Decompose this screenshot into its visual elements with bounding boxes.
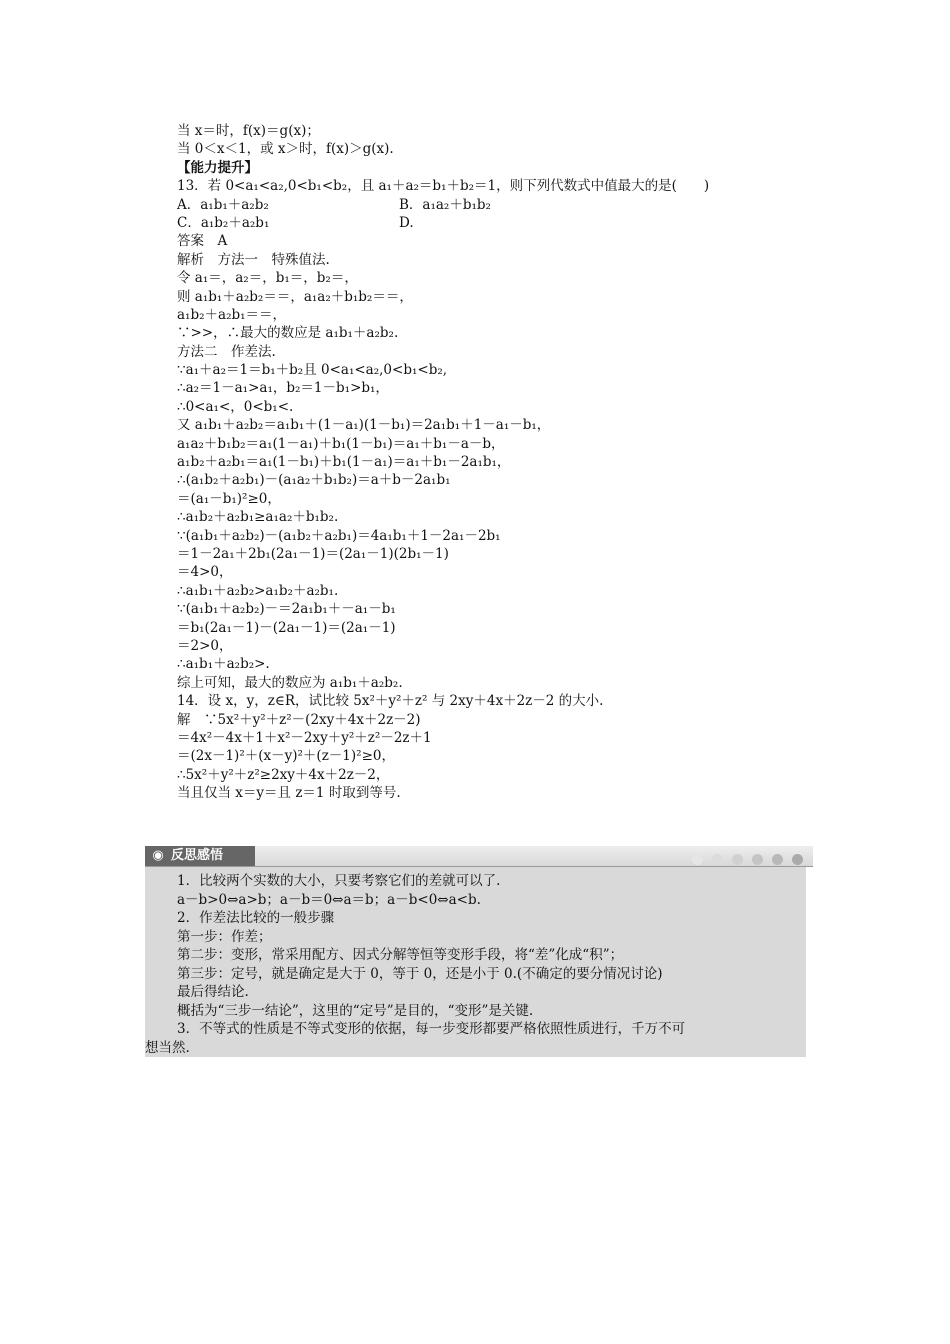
reflect-box <box>145 867 806 1057</box>
reflect-text <box>145 872 806 1057</box>
dot-icon <box>712 854 723 865</box>
option-c: C．a₁b₂＋a₂b₁ <box>177 214 270 231</box>
dot-icon <box>692 854 703 865</box>
reflect-line: 第一步：作差； <box>177 928 272 945</box>
solution-line: 解 ∵5x²＋y²＋z²－(2xy＋4x＋2z－2) <box>177 711 421 728</box>
solution-line: 则 a₁b₁＋a₂b₂＝＝，a₁a₂＋b₁b₂＝＝， <box>177 288 413 305</box>
section-title: 【能力提升】 <box>177 159 258 176</box>
solution-line: ∵(a₁b₁＋a₂b₂)－(a₁b₂＋a₂b₁)＝4a₁b₁＋1－2a₁－2b₁ <box>177 527 501 544</box>
solution-line: 当且仅当 x＝y＝且 z＝1 时取到等号. <box>177 785 401 802</box>
reflect-header <box>145 846 813 867</box>
solution-line: ∴5x²＋y²＋z²≥2xy＋4x＋2z－2， <box>177 766 390 783</box>
solution-content <box>177 122 817 802</box>
option-a: A．a₁b₁＋a₂b₂ <box>177 196 269 213</box>
solution-line: ＝2>0， <box>177 637 233 654</box>
solution-line: ＝1－2a₁＋2b₁(2a₁－1)＝(2a₁－1)(2b₁－1) <box>177 545 449 562</box>
solution-line: ∴a₁b₁＋a₂b₂>a₁b₂＋a₂b₁. <box>177 582 339 599</box>
solution-line: ∴a₁b₂＋a₂b₁≥a₁a₂＋b₁b₂. <box>177 509 339 526</box>
reflect-line: 第二步：变形，常采用配方、因式分解等恒等变形手段，将“差”化成“积”； <box>177 947 624 963</box>
solution-line: ∴0<a₁<，0<b₁<. <box>177 398 294 415</box>
options-row-1 <box>177 196 817 214</box>
decorative-dots <box>683 850 803 862</box>
solution-line: 14．设 x，y，z∈R，试比较 5x²＋y²＋z² 与 2xy＋4x＋2z－2 的大小. <box>177 693 604 710</box>
solution-line: ∴a₂＝1－a₁>a₁，b₂＝1－b₁>b₁， <box>177 380 389 397</box>
reflect-line: 1．比较两个实数的大小，只要考察它们的差就可以了. <box>177 873 501 889</box>
solution-line: 综上可知，最大的数应为 a₁b₁＋a₂b₂. <box>177 674 403 691</box>
solution-line: ∵(a₁b₁＋a₂b₂)－＝2a₁b₁＋－a₁－b₁ <box>177 601 396 618</box>
solution-line: a₁a₂＋b₁b₂＝a₁(1－a₁)＋b₁(1－b₁)＝a₁＋b₁－a－b， <box>177 435 505 452</box>
text-line: 当 x＝时，f(x)＝g(x)； <box>177 123 320 139</box>
option-d: D. <box>399 214 414 231</box>
solution-line: ＝(a₁－b₁)²≥0， <box>177 490 281 507</box>
solution-line: 又 a₁b₁＋a₂b₂＝a₁b₁＋(1－a₁)(1－b₁)＝2a₁b₁＋1－a₁－b₁， <box>177 417 551 434</box>
reflect-tab <box>145 846 255 866</box>
target-icon: ◉ <box>152 848 164 863</box>
reflect-line: a－b>0⇔a>b；a－b＝0⇔a＝b；a－b<0⇔a<b. <box>177 891 481 908</box>
dot-icon <box>772 854 783 865</box>
option-b: B．a₁a₂＋b₁b₂ <box>399 196 491 213</box>
solution-line: ∵a₁＋a₂＝1＝b₁＋b₂且 0<a₁<a₂,0<b₁<b₂, <box>177 362 448 379</box>
solution-line: ＝4x²－4x＋1＋x²－2xy＋y²＋z²－2z＋1 <box>177 729 432 746</box>
solution-line: 方法二 作差法. <box>177 343 276 360</box>
solution-line: 答案 A <box>177 233 228 250</box>
solution-line: ∴(a₁b₂＋a₂b₁)－(a₁a₂＋b₁b₂)＝a＋b－2a₁b₁ <box>177 472 451 489</box>
solution-line: ∴a₁b₁＋a₂b₂>. <box>177 656 270 673</box>
reflect-line: 2．作差法比较的一般步骤 <box>177 910 335 926</box>
dot-icon <box>752 854 763 865</box>
question-13: 13．若 0<a₁<a₂,0<b₁<b₂，且 a₁＋a₂＝b₁＋b₂＝1，则下列代数式中值最大的是( ) <box>177 178 710 195</box>
solution-line: a₁b₂＋a₂b₁＝＝， <box>177 306 287 323</box>
solution-line: 令 a₁＝，a₂＝，b₁＝，b₂＝， <box>177 270 358 287</box>
text-line: 当 0＜x＜1，或 x＞时，f(x)＞g(x). <box>177 141 394 158</box>
reflect-title: 反思感悟 <box>171 848 224 863</box>
reflect-line: 第三步：定号，就是确定是大于 0，等于 0，还是小于 0.(不确定的要分情况讨论) <box>177 965 663 982</box>
reflect-line: 想当然. <box>145 1039 190 1056</box>
dot-icon <box>792 854 803 865</box>
solution-line: ＝4>0， <box>177 564 233 581</box>
solution-lines <box>177 232 817 802</box>
dot-icon <box>732 854 743 865</box>
reflect-line: 概括为“三步一结论”，这里的“定号”是目的，“变形”是关键. <box>177 1002 534 1019</box>
options-row-2 <box>177 214 817 232</box>
solution-line: ＝(2x－1)²＋(x－y)²＋(z－1)²≥0， <box>177 748 395 765</box>
solution-line: a₁b₂＋a₂b₁＝a₁(1－b₁)＋b₁(1－a₁)＝a₁＋b₁－2a₁b₁， <box>177 454 511 471</box>
solution-line: 解析 方法一 特殊值法. <box>177 251 330 268</box>
solution-line: ＝b₁(2a₁－1)－(2a₁－1)＝(2a₁－1) <box>177 619 396 636</box>
solution-line: ∵>>，∴最大的数应是 a₁b₁＋a₂b₂. <box>177 325 399 342</box>
reflect-line: 3．不等式的性质是不等式变形的依据，每一步变形都要严格依照性质进行，千万不可 <box>177 1021 686 1037</box>
reflect-line: 最后得结论. <box>177 984 249 1000</box>
